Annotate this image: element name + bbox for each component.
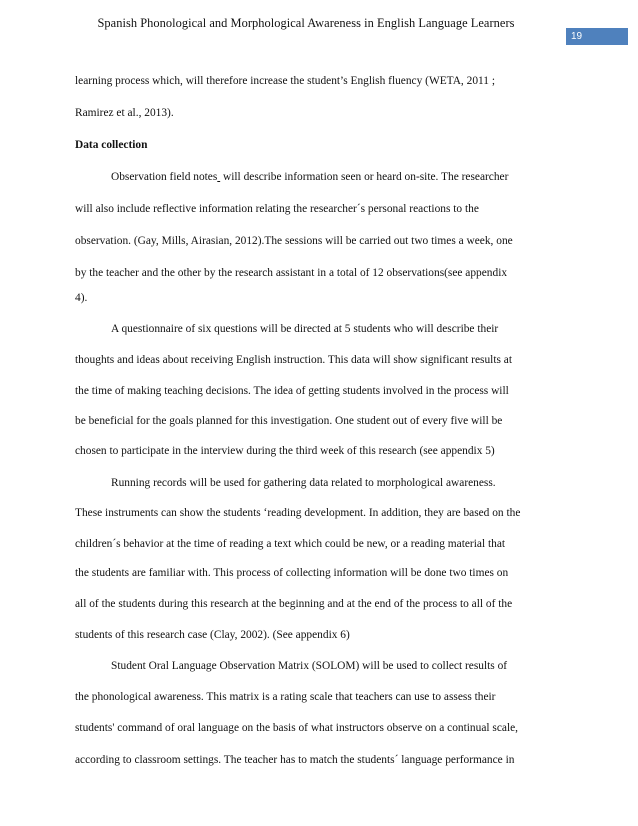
observation-field-notes-term: Observation field notes	[111, 171, 218, 183]
paragraph-line: all of the students during this research at the beginning and at the end of the process to all of the	[75, 598, 513, 610]
paragraph-text: will describe information seen or heard on-site. The researcher	[220, 171, 509, 183]
paragraph-line: Running records will be used for gathering data related to morphological awareness.	[111, 477, 496, 489]
paragraph-line: A questionnaire of six questions will be directed at 5 students who will describe their	[111, 323, 499, 335]
paragraph-line: Student Oral Language Observation Matrix (SOLOM) will be used to collect results of	[111, 660, 508, 672]
paragraph-line: students' command of oral language on the basis of what instructors observe on a continual scale,	[75, 722, 519, 734]
paragraph-line: observation. (Gay, Mills, Airasian, 2012).The sessions will be carried out two times a week, one	[75, 235, 513, 247]
paragraph-line: the phonological awareness. This matrix is a rating scale that teachers can use to assess their	[75, 691, 496, 703]
paragraph-line	[111, 170, 508, 184]
paragraph-line: children´s behavior at the time of reading a text which could be new, or a reading material that	[75, 538, 506, 550]
paragraph-line: 4).	[75, 292, 88, 304]
running-head: Spanish Phonological and Morphological Awareness in English Language Learners	[97, 16, 515, 30]
paragraph-line: thoughts and ideas about receiving English instruction. This data will show significant results at	[75, 354, 512, 366]
paragraph-line: the time of making teaching decisions. The idea of getting students involved in the process will	[75, 385, 509, 397]
paragraph-line: the students are familiar with. This process of collecting information will be done two times on	[75, 567, 509, 579]
paragraph-line: by the teacher and the other by the research assistant in a total of 12 observations(see appendix	[75, 267, 508, 279]
intro-line: Ramirez et al., 2013).	[75, 107, 174, 119]
intro-line: learning process which, will therefore increase the student’s English fluency (WETA, 2011 ;	[75, 75, 495, 87]
paragraph-line: chosen to participate in the interview during the third week of this research (see appendix 5)	[75, 445, 495, 457]
paragraph-line: will also include reflective information relating the researcher´s personal reactions to the	[75, 203, 479, 215]
paragraph-line: These instruments can show the students ‘reading development. In addition, they are based on the	[75, 507, 521, 519]
page-number-badge: 19	[566, 28, 628, 45]
section-heading: Data collection	[75, 139, 148, 151]
paragraph-line: according to classroom settings. The teacher has to match the students´ language performance in	[75, 754, 515, 766]
paragraph-line: students of this research case (Clay, 2002). (See appendix 6)	[75, 629, 350, 641]
paragraph-line: be beneficial for the goals planned for this investigation. One student out of every five will be	[75, 415, 503, 427]
